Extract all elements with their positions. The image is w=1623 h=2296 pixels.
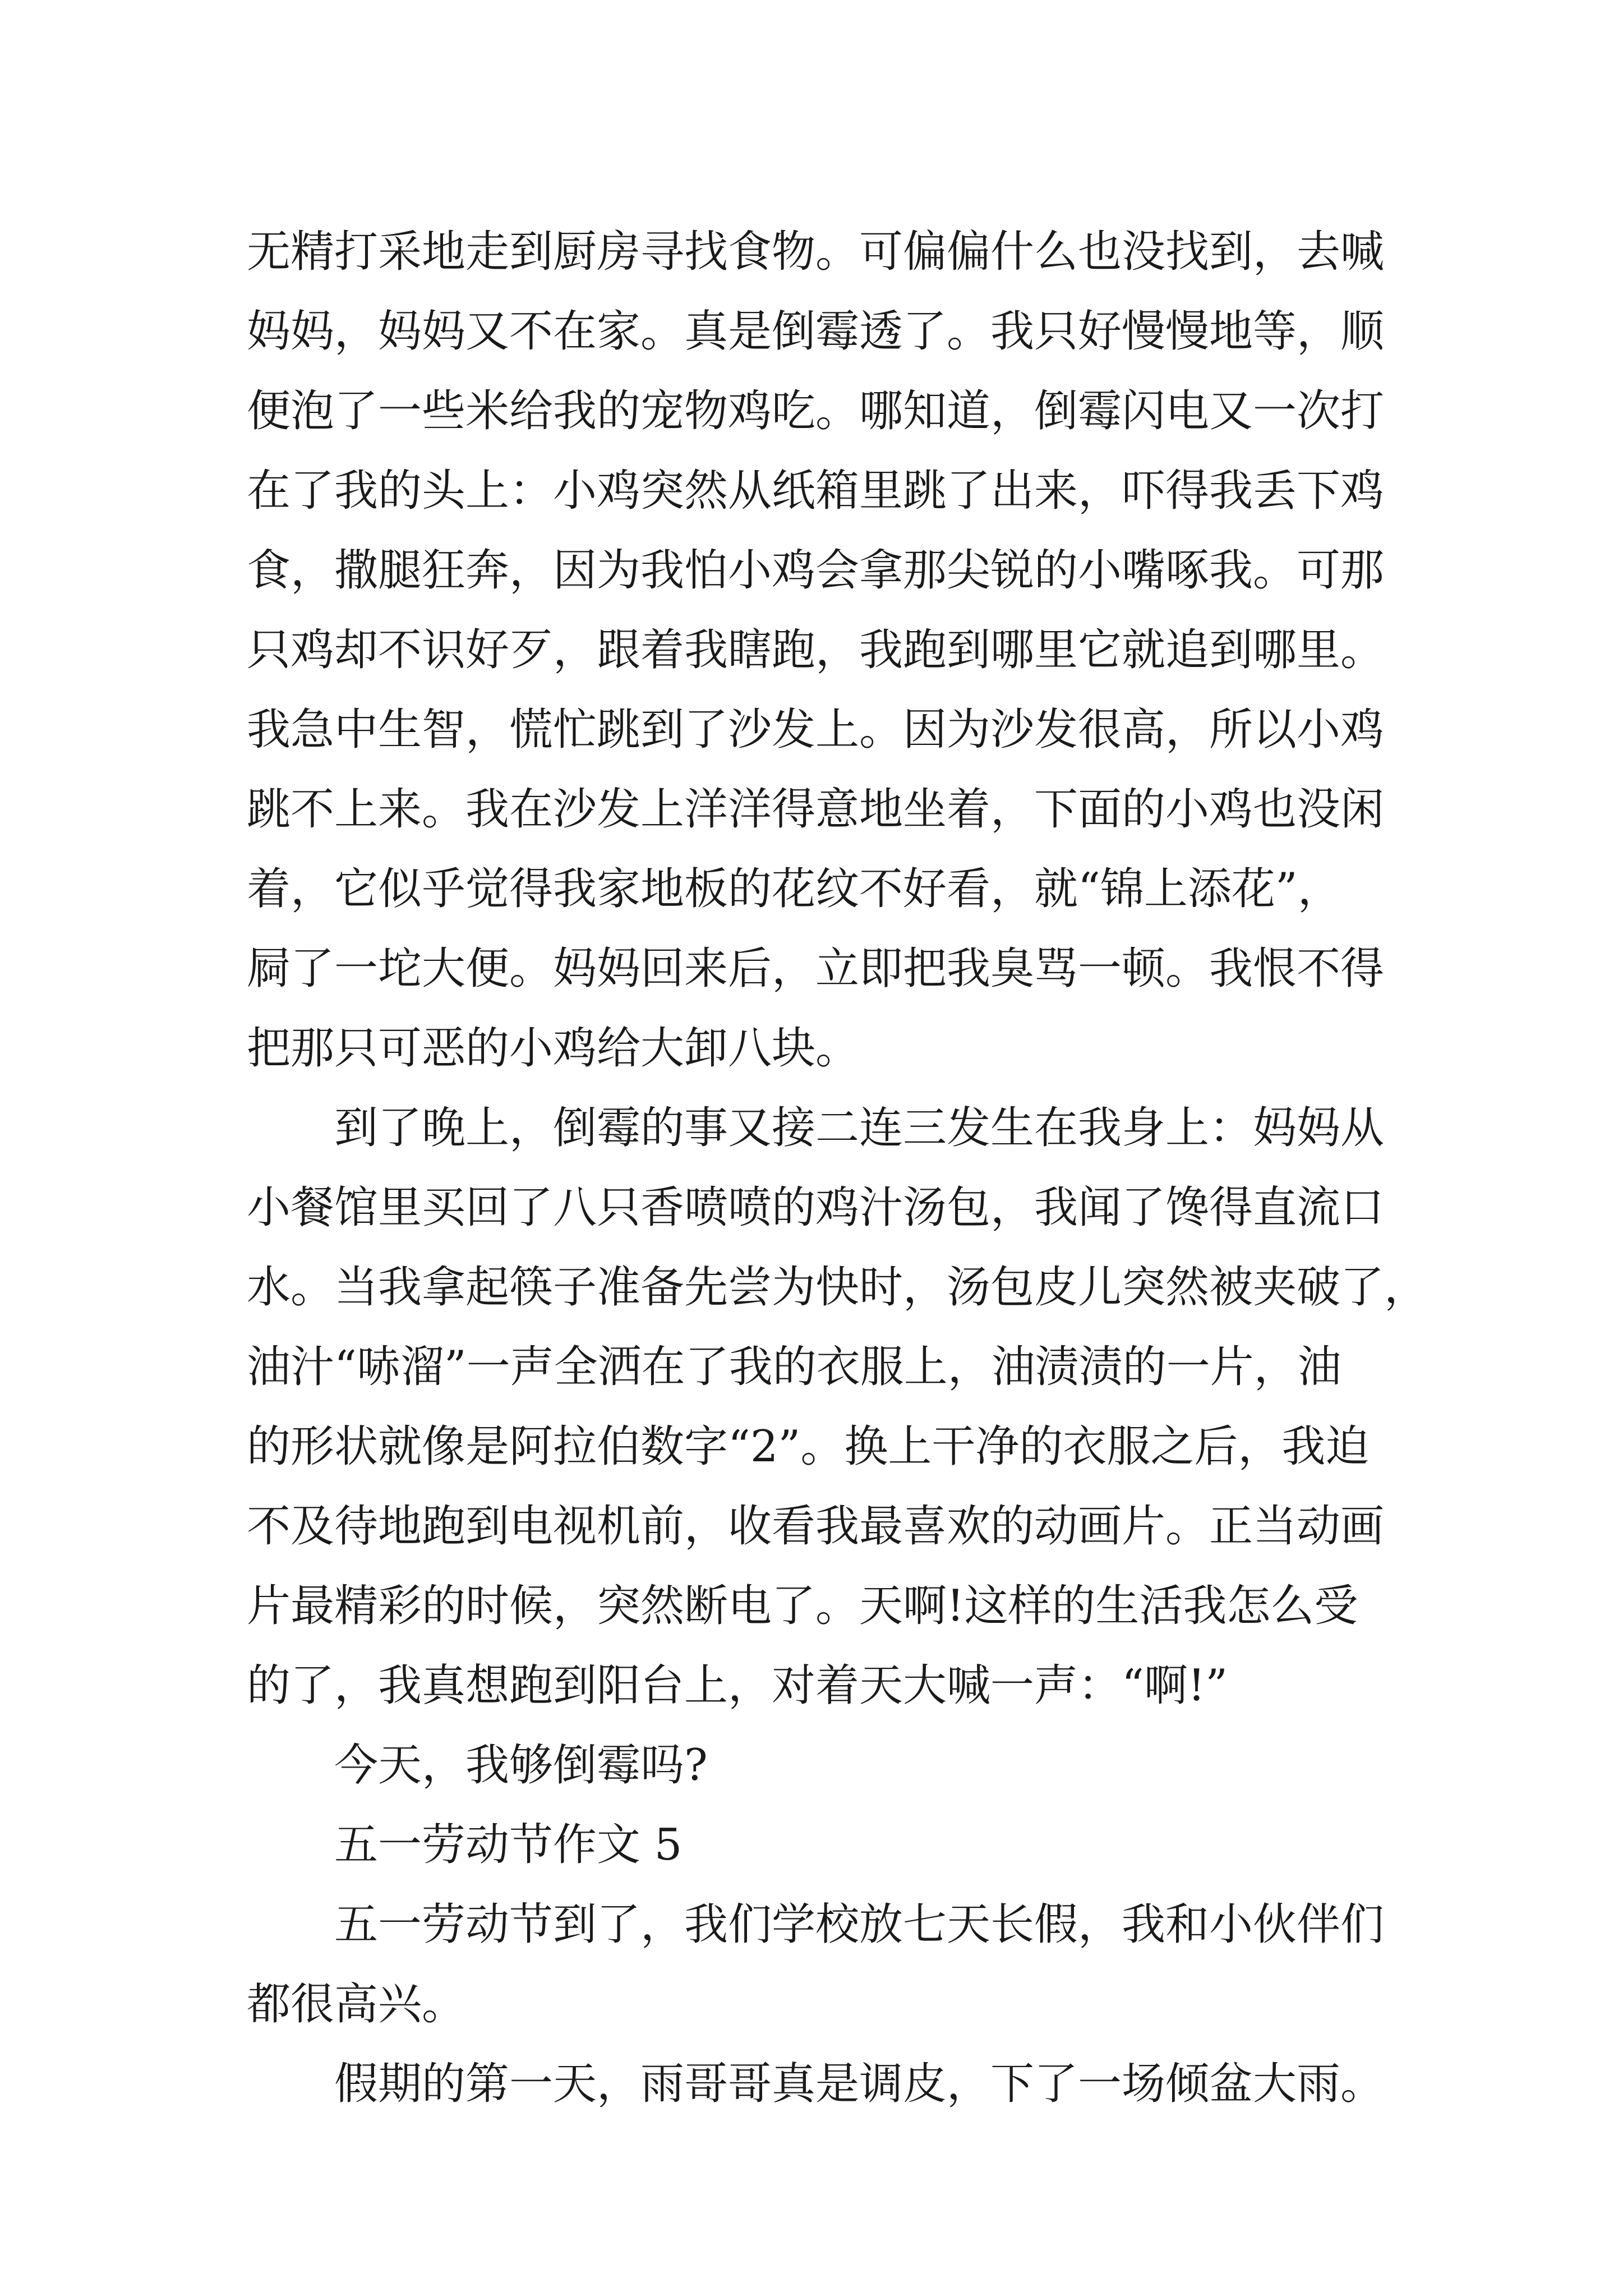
text-line: 把那只可恶的小鸡给大卸八块。 xyxy=(247,1023,860,1074)
text-line: 在了我的头上：小鸡突然从纸箱里跳了出来，吓得我丢下鸡 xyxy=(247,466,1385,516)
text-line: 妈妈，妈妈又不在家。真是倒霉透了。我只好慢慢地等，顺 xyxy=(247,306,1385,357)
paragraph-start-line: 到了晚上，倒霉的事又接二连三发生在我身上：妈妈从 xyxy=(334,1103,1385,1153)
text-line: 的形状就像是阿拉伯数字“2”。换上干净的衣服之后，我迫 xyxy=(247,1421,1370,1472)
text-line: 水。当我拿起筷子准备先尝为快时，汤包皮儿突然被夹破了， xyxy=(247,1262,1428,1313)
text-line: 油汁“哧溜”一声全洒在了我的衣服上，油渍渍的一片，油 xyxy=(247,1342,1341,1392)
text-line: 不及待地跑到电视机前，收看我最喜欢的动画片。正当动画 xyxy=(247,1501,1385,1552)
text-line: 我急中生智，慌忙跳到了沙发上。因为沙发很高，所以小鸡 xyxy=(247,705,1385,755)
text-line: 跳不上来。我在沙发上洋洋得意地坐着，下面的小鸡也没闲 xyxy=(247,784,1385,835)
paragraph-start-line: 假期的第一天，雨哥哥真是调皮，下了一场倾盆大雨。 xyxy=(334,2059,1385,2109)
text-line: 食，撒腿狂奔，因为我怕小鸡会拿那尖锐的小嘴啄我。可那 xyxy=(247,545,1385,596)
text-line: 便泡了一些米给我的宠物鸡吃。哪知道，倒霉闪电又一次打 xyxy=(247,386,1385,436)
essay-body xyxy=(247,212,1428,2124)
text-line: 着，它似乎觉得我家地板的花纹不好看，就“锦上添花”， xyxy=(247,864,1341,914)
paragraph-start-line: 五一劳动节到了，我们学校放七天长假，我和小伙伴们 xyxy=(334,1899,1385,1950)
paragraph-start-line: 今天，我够倒霉吗? xyxy=(334,1740,708,1791)
text-line: 的了，我真想跑到阳台上，对着天大喊一声：“啊!” xyxy=(247,1660,1228,1711)
text-line: 小餐馆里买回了八只香喷喷的鸡汁汤包，我闻了馋得直流口 xyxy=(247,1182,1385,1233)
text-line: 片最精彩的时候，突然断电了。天啊!这样的生活我怎么受 xyxy=(247,1581,1358,1631)
section-heading: 五一劳动节作文 5 xyxy=(334,1820,683,1870)
text-line: 都很高兴。 xyxy=(247,1979,466,2030)
text-line: 屙了一坨大便。妈妈回来后，立即把我臭骂一顿。我恨不得 xyxy=(247,944,1385,994)
text-line: 只鸡却不识好歹，跟着我瞎跑，我跑到哪里它就追到哪里。 xyxy=(247,625,1385,675)
text-line: 无精打采地走到厨房寻找食物。可偏偏什么也没找到，去喊 xyxy=(247,227,1385,277)
